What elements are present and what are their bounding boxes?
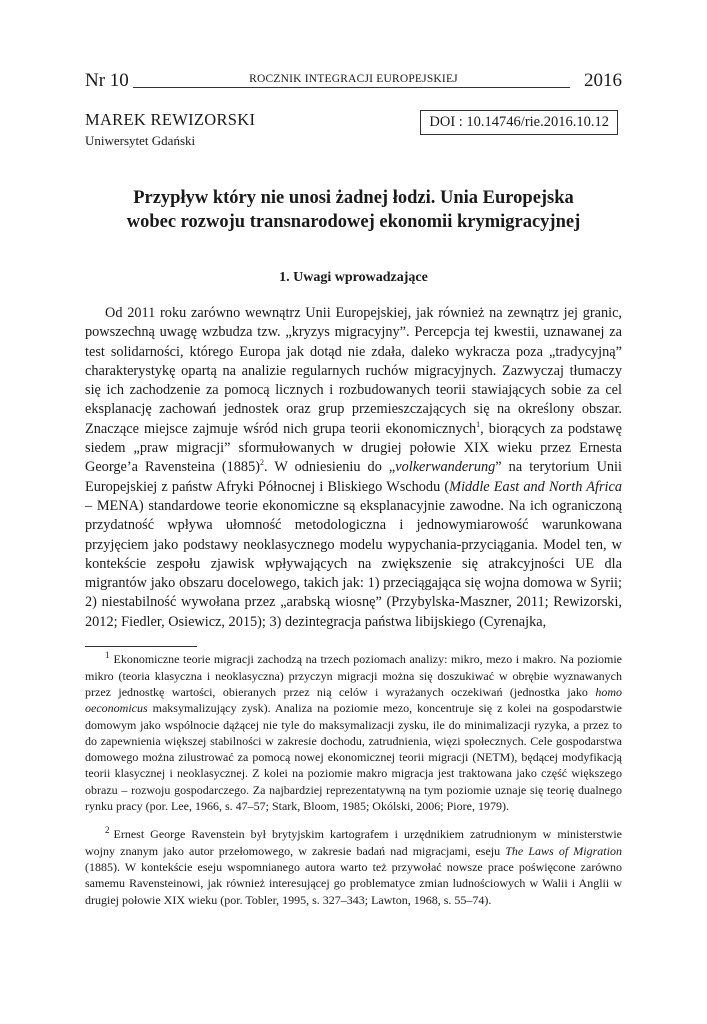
footnote-2-number: 2 [105,825,110,836]
running-header [85,70,622,92]
footnote-1 [85,651,622,814]
body-italic-2: Middle East and North Africa [449,478,622,495]
doi-box: DOI : 10.14746/rie.2016.10.12 [420,110,618,135]
title-line-1: Przypływ który nie unosi żadnej łodzi. Unia Europejska [133,188,574,208]
section-heading: 1. Uwagi wprowadzające [279,270,428,285]
header-rule [133,87,570,88]
author-block [85,110,622,162]
article-title [85,186,622,234]
footnote-1-italic: homo oeconomicus [85,684,622,716]
author-name: MAREK REWIZORSKI [85,110,256,129]
journal-name: ROCZNIK INTEGRACJI EUROPEJSKIEJ [249,73,458,85]
body-text-4: ” na terytorium Unii Europejskiej z państw Afryki Północnej i Bliskiego Wschodu ( [85,459,623,495]
body-text-1: Od 2011 roku zarówno wewnątrz Unii Europejskiej, jak również na zewnątrz jej granic, powszechną uwagę wzbudza tzw. „kryzys migracyjny”. Percepcja tej kwestii, uznawanej za test solidarności, którego Europa jak dotąd nie zdała, daleko wykracza poza „tradycyjną” charakterystykę opartą na analizie regularnych ruchów migracyjnych. Zazwyczaj tłumaczy się ich zachodzenie za pomocą licznych i rozbudowanych teorii stawiających sobie za cel eksplanację zachowań jednostek oraz grup przemieszczających się na określony obszar. Znaczące miejsce zajmuje wśród nich grupa teorii ekonomicznych [85,305,622,437]
footnote-2-text-a: Ernest George Ravenstein był brytyjskim kartografem i urzędnikiem zatrudnionym w ministerstwie wojny znanym jako autor przełomowego, w zakresie badań nad migracjami, eseju [85,827,622,858]
footnote-ref-1: 1 [476,420,481,430]
article-page [85,70,622,920]
footnote-1-number: 1 [105,650,110,661]
body-italic-1: volkerwanderung [395,459,496,476]
title-line-2: wobec rozwoju transnarodowej ekonomii krymigracyjnej [126,212,581,232]
footnote-1-text-b: maksymalizujący zysk). Analiza na poziomie mezo, koncentruje się z kolei na gospodarstwie domowym jako wspólnocie dążącej nie tyle do maksymalizacji zysku, ile do minimalizacji ryzyka, a przez to do zapewnienia większej stabilności w zakresie dochodu, zatrudnienia, więzi społecznych. Cele gospodarstwa domowego można zilustrować za pomocą nowej ekonomicznej teorii migracji (NETM), będącej modyfikacją teorii klasycznej i neoklasycznej. Z kolei na poziomie makro migracja jest traktowana jako część większego obrazu – rozwoju gospodarczego. Za najbardziej reprezentatywną na tym poziomie uznaje się teorię dualnego rynku pracy (por. Lee, 1966, s. 47–57; Stark, Bloom, 1985; Okólski, 2006; Piore, 1979). [85,701,622,814]
footnote-2-italic: The Laws of Migration [505,843,622,858]
footnote-1-text-a: Ekonomiczne teorie migracji zachodzą na trzech poziomach analizy: mikro, mezo i makro. Na poziomie mikro (teoria klasyczna i neoklasyczna) przyczyn migracji można się doszukiwać w obrębie wyznawanych przez jednostkę wartości, obieranych przez nią celów i wyrażanych oczekiwań (jednostka jako [85,652,622,699]
body-paragraph [85,304,622,632]
body-text-2: , biorących za podstawę siedem „praw migracji” sformułowanych w drugiej połowie XIX wieku przez Ernesta George’a Ravensteina (1885) [85,420,622,476]
body-text-5: – MENA) standardowe teorie ekonomiczne są eksplanacyjnie zawodne. Na ich ograniczoną przydatność wpływa ułomność metodologiczna i jednowymiarowość warunkowana przyjęciem jako podstawy neoklasycznego modelu wypychania-przyciągania. Model ten, w kontekście zespołu zjawisk wpływających na zwiększenie się atrakcyjności UE dla migrantów jako obszaru docelowego, takich jak: 1) przeciągająca się wojna domowa w Syrii; 2) niestabilność wywołana przez „arabską wiosnę” (Przybylska-Maszner, 2011; Rewizorski, 2012; Fiedler, Osiewicz, 2015); 3) dezintegracja państwa libijskiego (Cyrenajka, [85,497,622,630]
issue-year: 2016 [584,70,622,91]
issue-number: Nr 10 [85,70,129,91]
footnote-ref-2: 2 [259,458,264,468]
body-text-3: . W odniesieniu do „ [263,459,396,476]
footnote-2 [85,826,622,907]
footnote-separator [85,646,197,647]
footnote-2-text-b: (1885). W kontekście eseju wspomnianego autora warto też przywołać nowsze prace poświęcone zarówno samemu Ravensteinowi, jak również interesującej go problematyce zmian ludnościowych w Walii i Anglii w drugiej połowie XIX wieku (por. Tobler, 1995, s. 327–343; Lawton, 1968, s. 55–74). [85,859,622,907]
author-affiliation: Uniwersytet Gdański [85,133,196,148]
